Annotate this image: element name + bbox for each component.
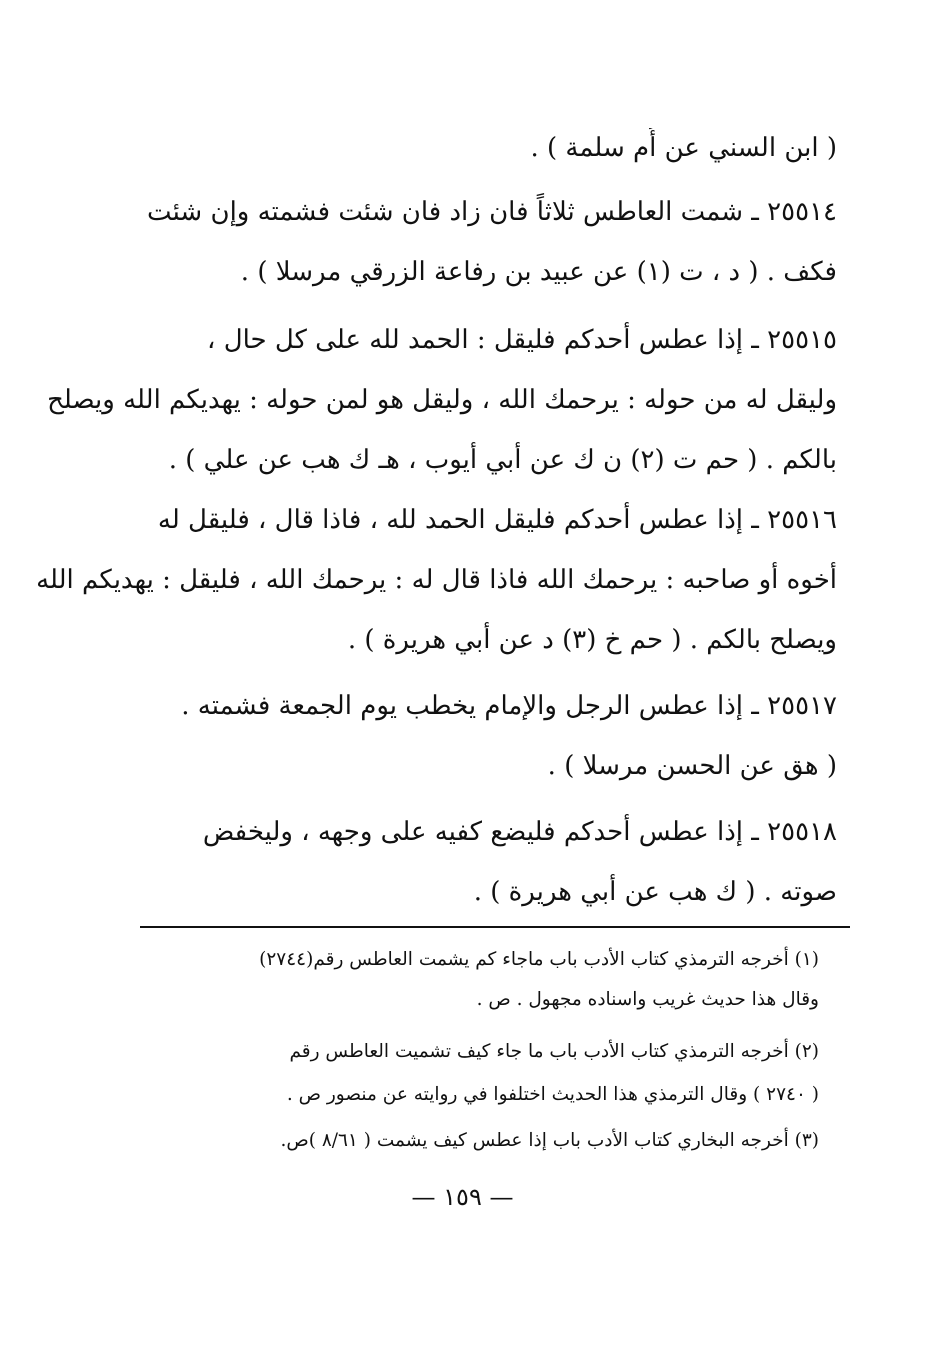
main-text-line: ( ابن السني عن أُم سلمة ) .: [530, 133, 837, 163]
main-text-line: ٢٥٥١٥ ـ إذا عطس أحدكم فليقل : الحمد لله على كل حال ،: [207, 325, 837, 355]
main-text-line: فكف . ( د ، ت (١) عن عبيد بن رفاعة الزرقي مرسلا ) .: [240, 257, 837, 287]
main-text-line: ( هق عن الحسن مرسلا ) .: [547, 751, 837, 781]
main-text-line: ٢٥٥١٦ ـ إذا عطس أحدكم فليقل الحمد لله ، فاذا قال ، فليقل له: [157, 505, 837, 535]
main-text-line: بالكم . ( حم ت (٢) ن ك عن أبي أيوب ، هـ ك هب عن علي ) .: [168, 445, 837, 475]
footnote-separator: [140, 926, 850, 928]
footnote-line: وقال هذا حديث غريب واسناده مجهول . ص .: [476, 989, 819, 1010]
footnote-line: (٢) أخرجه الترمذي كتاب الأدب باب ما جاء كيف تشميت العاطس رقم: [289, 1041, 819, 1062]
main-text-line: ٢٥٥١٨ ـ إذا عطس أحدكم فليضع كفيه على وجهه ، وليخفض: [202, 817, 837, 847]
main-text-line: ٢٥٥١٧ ـ إذا عطس الرجل والإمام يخطب يوم الجمعة فشمته .: [181, 691, 837, 721]
main-text-line: ويصلح بالكم . ( حم خ (٣) د عن أبي هريرة ) .: [347, 625, 837, 655]
main-text-line: وليقل له من حوله : يرحمك الله ، وليقل هو لمن حوله : يهديكم الله ويصلح: [47, 385, 837, 415]
main-text-line: ٢٥٥١٤ ـ شمت العاطس ثلاثاً فان زاد فان شئت فشمته وإن شئت: [147, 197, 837, 227]
footnote-line: ( ٢٧٤٠ ) وقال الترمذي هذا الحديث اختلفوا في روايته عن منصور ص .: [286, 1084, 819, 1105]
page-number: — ١٥٩ —: [411, 1183, 514, 1211]
main-text-line: صوته . ( ك هب عن أبي هريرة ) .: [473, 877, 837, 907]
footnote-line: (٣) أخرجه البخاري كتاب الأدب باب إذا عطس كيف يشمت ( ٨/٦١ )ص.: [280, 1130, 819, 1151]
footnote-line: (١) أخرجه الترمذي كتاب الأدب باب ماجاء كم يشمت العاطس رقم(٢٧٤٤): [259, 949, 819, 970]
main-text-line: أخوه أو صاحبه : يرحمك الله فاذا قال له : يرحمك الله ، فليقل : يهديكم الله: [36, 565, 837, 595]
